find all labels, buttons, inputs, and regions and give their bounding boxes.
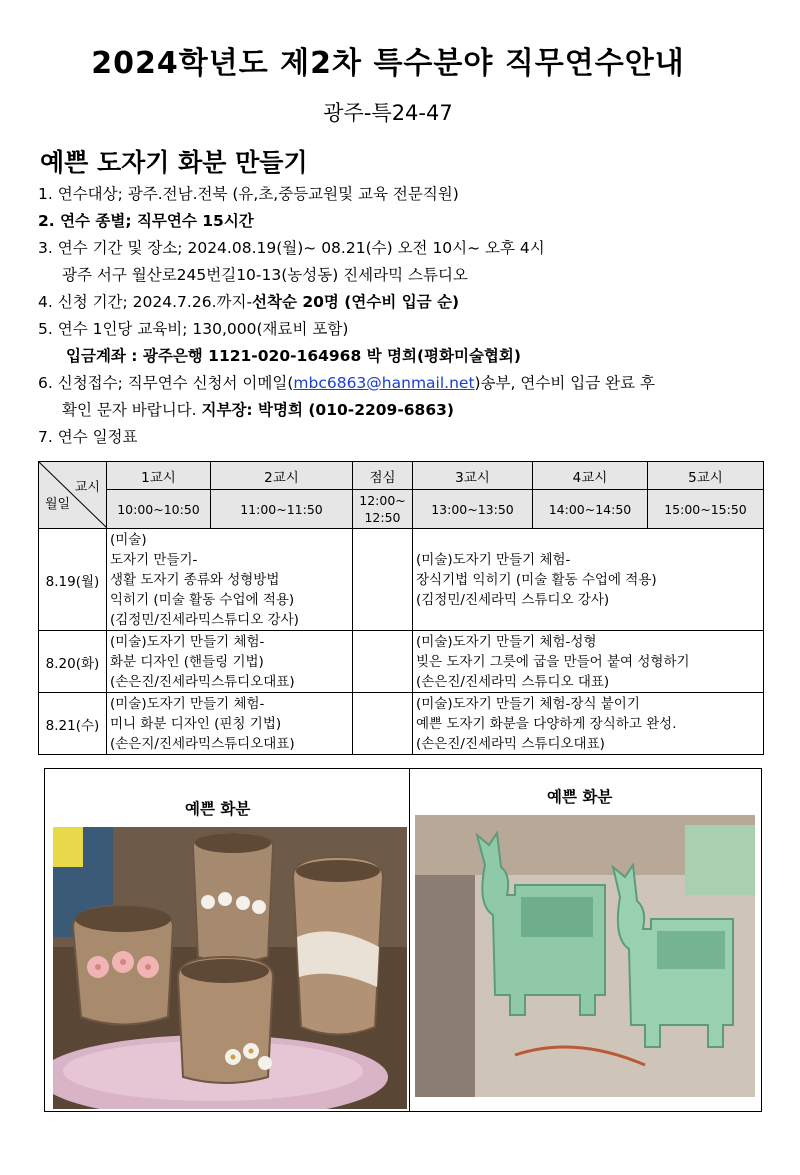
row-date: 8.19(월) xyxy=(39,529,107,631)
info-type: 2. 연수 종별; 직무연수 15시간 xyxy=(38,212,254,230)
row-date: 8.21(수) xyxy=(39,693,107,755)
photo-divider xyxy=(409,769,410,1111)
table-corner xyxy=(39,462,107,529)
period-lunch: 점심 xyxy=(353,462,413,490)
morning-session: (미술)도자기 만들기 체험- 화분 디자인 (핸들링 기법) (손은진/진세라믹스튜디오대표) xyxy=(107,631,353,693)
celadon-pots-photo xyxy=(415,815,755,1097)
photo-panel xyxy=(44,768,762,1112)
period-3: 3교시 xyxy=(413,462,533,490)
info-schedule-heading: 7. 연수 일정표 xyxy=(38,428,138,446)
table-row xyxy=(39,693,764,755)
table-row xyxy=(39,529,764,631)
course-info xyxy=(38,181,778,451)
left-photo-caption: 예쁜 화분 xyxy=(185,800,251,818)
info-period: 3. 연수 기간 및 장소; 2024.08.19(월)~ 08.21(수) 오전 10시~ 오후 4시 xyxy=(38,239,545,257)
time-2: 11:00~11:50 xyxy=(211,490,353,529)
time-3: 13:00~13:50 xyxy=(413,490,533,529)
period-5: 5교시 xyxy=(648,462,764,490)
morning-session: (미술) 도자기 만들기- 생활 도자기 종류와 성형방법 익히기 (미술 활동 수업에 적용) (김정민/진세라믹스튜디오 강사) xyxy=(107,529,353,631)
course-code: 광주-특24-47 xyxy=(323,101,453,125)
row-date: 8.20(화) xyxy=(39,631,107,693)
period-1: 1교시 xyxy=(107,462,211,490)
info-submission: 6. 신청접수; 직무연수 신청서 이메일(mbc6863@hanmail.net)송부, 연수비 입금 완료 후 xyxy=(38,374,655,392)
afternoon-session: (미술)도자기 만들기 체험-성형 빚은 도자기 그릇에 굽을 만들어 붙여 성형하기 (손은진/진세라믹 스튜디오 대표) xyxy=(413,631,764,693)
email-link[interactable]: mbc6863@hanmail.net xyxy=(293,374,475,392)
right-photo-caption: 예쁜 화분 xyxy=(547,788,613,806)
morning-session: (미술)도자기 만들기 체험- 미니 화분 디자인 (핀칭 기법) (손은지/진세라믹스튜디오대표) xyxy=(107,693,353,755)
corner-period-label: 교시 xyxy=(74,480,100,495)
page-title: 2024학년도 제2차 특수분야 직무연수안내 xyxy=(91,46,685,81)
period-4: 4교시 xyxy=(533,462,648,490)
clay-pots-photo xyxy=(53,827,407,1109)
info-bank-account: 입금계좌 : 광주은행 1121-020-164968 박 명희(평화미술협회) xyxy=(66,347,521,365)
clay-pots-illustration xyxy=(53,827,407,1109)
schedule-table xyxy=(38,461,764,755)
time-1: 10:00~10:50 xyxy=(107,490,211,529)
info-target: 1. 연수대상; 광주.전남.전북 (유,초,중등교원및 교육 전문직원) xyxy=(38,185,459,203)
info-address: 광주 서구 월산로245번길10-13(농성동) 진세라믹 스튜디오 xyxy=(62,266,468,284)
lunch-cell xyxy=(353,631,413,693)
corner-date-label: 월일 xyxy=(45,497,71,512)
info-application: 4. 신청 기간; 2024.7.26.까지-선착순 20명 (연수비 입금 순) xyxy=(38,293,460,311)
lunch-cell xyxy=(353,693,413,755)
period-2: 2교시 xyxy=(211,462,353,490)
info-fee: 5. 연수 1인당 교육비; 130,000(재료비 포함) xyxy=(38,320,349,338)
course-title: 예쁜 도자기 화분 만들기 xyxy=(40,148,308,177)
table-row xyxy=(39,631,764,693)
celadon-pots-illustration xyxy=(415,815,755,1097)
time-4: 14:00~14:50 xyxy=(533,490,648,529)
time-lunch: 12:00~ 12:50 xyxy=(353,490,413,529)
afternoon-session: (미술)도자기 만들기 체험- 장식기법 익히기 (미술 활동 수업에 적용) (김정민/진세라믹 스튜디오 강사) xyxy=(413,529,764,631)
time-5: 15:00~15:50 xyxy=(648,490,764,529)
lunch-cell xyxy=(353,529,413,631)
info-contact: 확인 문자 바랍니다. 지부장: 박명희 (010-2209-6863) xyxy=(62,401,454,419)
afternoon-session: (미술)도자기 만들기 체험-장식 붙이기 예쁜 도자기 화분을 다양하게 장식하고 완성. (손은진/진세라믹 스튜디오대표) xyxy=(413,693,764,755)
